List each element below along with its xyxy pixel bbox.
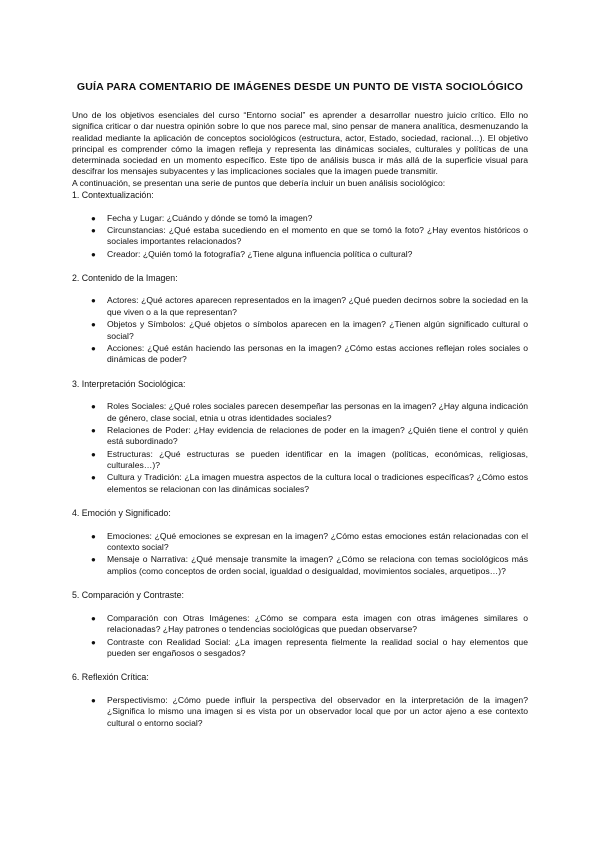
list-item-text: Mensaje o Narrativa: ¿Qué mensaje transmite la imagen? ¿Cómo se relaciona con temas sociológicos más amplios (como conceptos de orden social, igualdad o desigualdad, movimientos sociales, arquetipos…)? [107,554,528,577]
list-item [72,695,528,730]
bullet-list [72,401,528,496]
list-item [72,449,528,472]
list-item-text: Relaciones de Poder: ¿Hay evidencia de relaciones de poder en la imagen? ¿Quién tiene el control y quién está subordinado? [107,424,528,447]
document-title: GUÍA PARA COMENTARIO DE IMÁGENES DESDE UN PUNTO DE VISTA SOCIOLÓGICO [76,81,524,93]
section-heading: 1. Contextualización: [72,190,154,201]
list-item-text: Fecha y Lugar: ¿Cuándo y dónde se tomó la imagen? [107,212,313,223]
list-item-text: Emociones: ¿Qué emociones se expresan en la imagen? ¿Cómo estas emociones están relacionadas con el contexto social? [107,530,528,553]
bullet-icon: ● [91,555,96,565]
bullet-icon: ● [91,637,96,647]
list-item [72,425,528,448]
section-comparacion [72,589,528,671]
list-item-text: Roles Sociales: ¿Qué roles sociales parecen desempeñar las personas en la imagen? ¿Hay alguna indicación de género, clase social, etnia u otras identidades sociales? [107,401,528,423]
bullet-list [72,295,528,366]
list-item [72,319,528,342]
bullet-icon: ● [91,425,96,435]
bullet-icon: ● [91,531,96,541]
list-item [72,554,528,577]
section-heading: 2. Contenido de la Imagen: [72,272,178,283]
list-item [72,637,528,660]
list-item [72,613,528,636]
bullet-icon: ● [91,402,96,412]
list-item [72,213,528,225]
list-item [72,249,528,261]
list-item-text: Cultura y Tradición: ¿La imagen muestra aspectos de la cultura local o tradiciones específicas? ¿Cómo estos elementos se relacionan con las dinámicas sociales? [107,472,528,495]
bullet-icon: ● [91,225,96,235]
bullet-icon: ● [91,695,96,705]
list-item [72,531,528,554]
bullet-list [72,613,528,660]
bullet-icon: ● [91,213,96,223]
bullet-icon: ● [91,449,96,459]
bullet-list [72,213,528,261]
bullet-icon: ● [91,473,96,483]
bullet-icon: ● [91,343,96,353]
list-item-text: Actores: ¿Qué actores aparecen representados en la imagen? ¿Qué pueden decirnos sobre la sociedad en la que viven o a la que representan? [107,295,528,317]
list-item [72,295,528,318]
bullet-list [72,531,528,578]
list-item-text: Perspectivismo: ¿Cómo puede influir la perspectiva del observador en la interpretación de la imagen? ¿Significa lo mismo una imagen si es vista por un observador local que por un actor ajeno a ese contexto cultural o entorno social? [107,694,528,729]
list-item-text: Estructuras: ¿Qué estructuras se pueden identificar en la imagen (políticas, económicas, religiosas, culturales…)? [107,448,528,471]
list-item [72,401,528,424]
list-item [72,472,528,495]
section-interpretacion [72,378,528,508]
bullet-icon: ● [91,320,96,330]
intro-lead: A continuación, se presentan una serie de puntos que debería incluir un buen análisis sociológico: [72,177,446,188]
bullet-list [72,695,528,730]
section-heading: 6. Reflexión Crítica: [72,672,149,683]
section-reflexion [72,671,528,729]
list-item-text: Objetos y Símbolos: ¿Qué objetos o símbolos aparecen en la imagen? ¿Tienen algún significado cultural o social? [107,319,528,341]
list-item-text: Comparación con Otras Imágenes: ¿Cómo se compara esta imagen con otras imágenes similares o relacionadas? ¿Hay patrones o tendencias sociológicas que puedan observarse? [107,612,528,635]
list-item-text: Creador: ¿Quién tomó la fotografía? ¿Tiene alguna influencia política o cultural? [107,248,413,259]
section-heading: 5. Comparación y Contraste: [72,590,184,601]
section-emocion [72,507,528,589]
bullet-icon: ● [91,296,96,306]
section-heading: 3. Interpretación Sociológica: [72,378,186,389]
list-item-text: Contraste con Realidad Social: ¿La imagen representa fielmente la realidad social o hay elementos que pueden ser engañosos o sesgados? [107,636,528,659]
section-heading: 4. Emoción y Significado: [72,508,171,519]
list-item [72,225,528,248]
list-item [72,343,528,366]
section-contextualizacion [72,189,528,272]
section-contenido [72,272,528,378]
list-item-text: Acciones: ¿Qué están haciendo las personas en la imagen? ¿Cómo estas acciones reflejan roles sociales o dinámicas de poder? [107,342,528,365]
list-item-text: Circunstancias: ¿Qué estaba sucediendo en el momento en que se tomó la foto? ¿Hay eventos históricos o sociales importantes relacionados? [107,224,528,247]
bullet-icon: ● [91,249,96,259]
bullet-icon: ● [91,613,96,623]
intro-paragraph: Uno de los objetivos esenciales del curso “Entorno social” es aprender a desarrollar nuestro juicio crítico. Ello no significa criticar o dar nuestra opinión sobre lo que nos parece mal, sino pensar de manera analítica, desmenuzando la realidad mediante la aplicación de conceptos sociológicos (estructura, actor, Estado, sociedad, racional…). El objetivo principal es comprender cómo la imagen refleja y representa las dinámicas sociales, culturales y políticas de una determinada sociedad en un momento específico. Este tipo de análisis busca ir más allá de la superficie visual para descifrar los mensajes subyacentes y las implicaciones sociales que la imagen puede transmitir. [72,110,528,177]
